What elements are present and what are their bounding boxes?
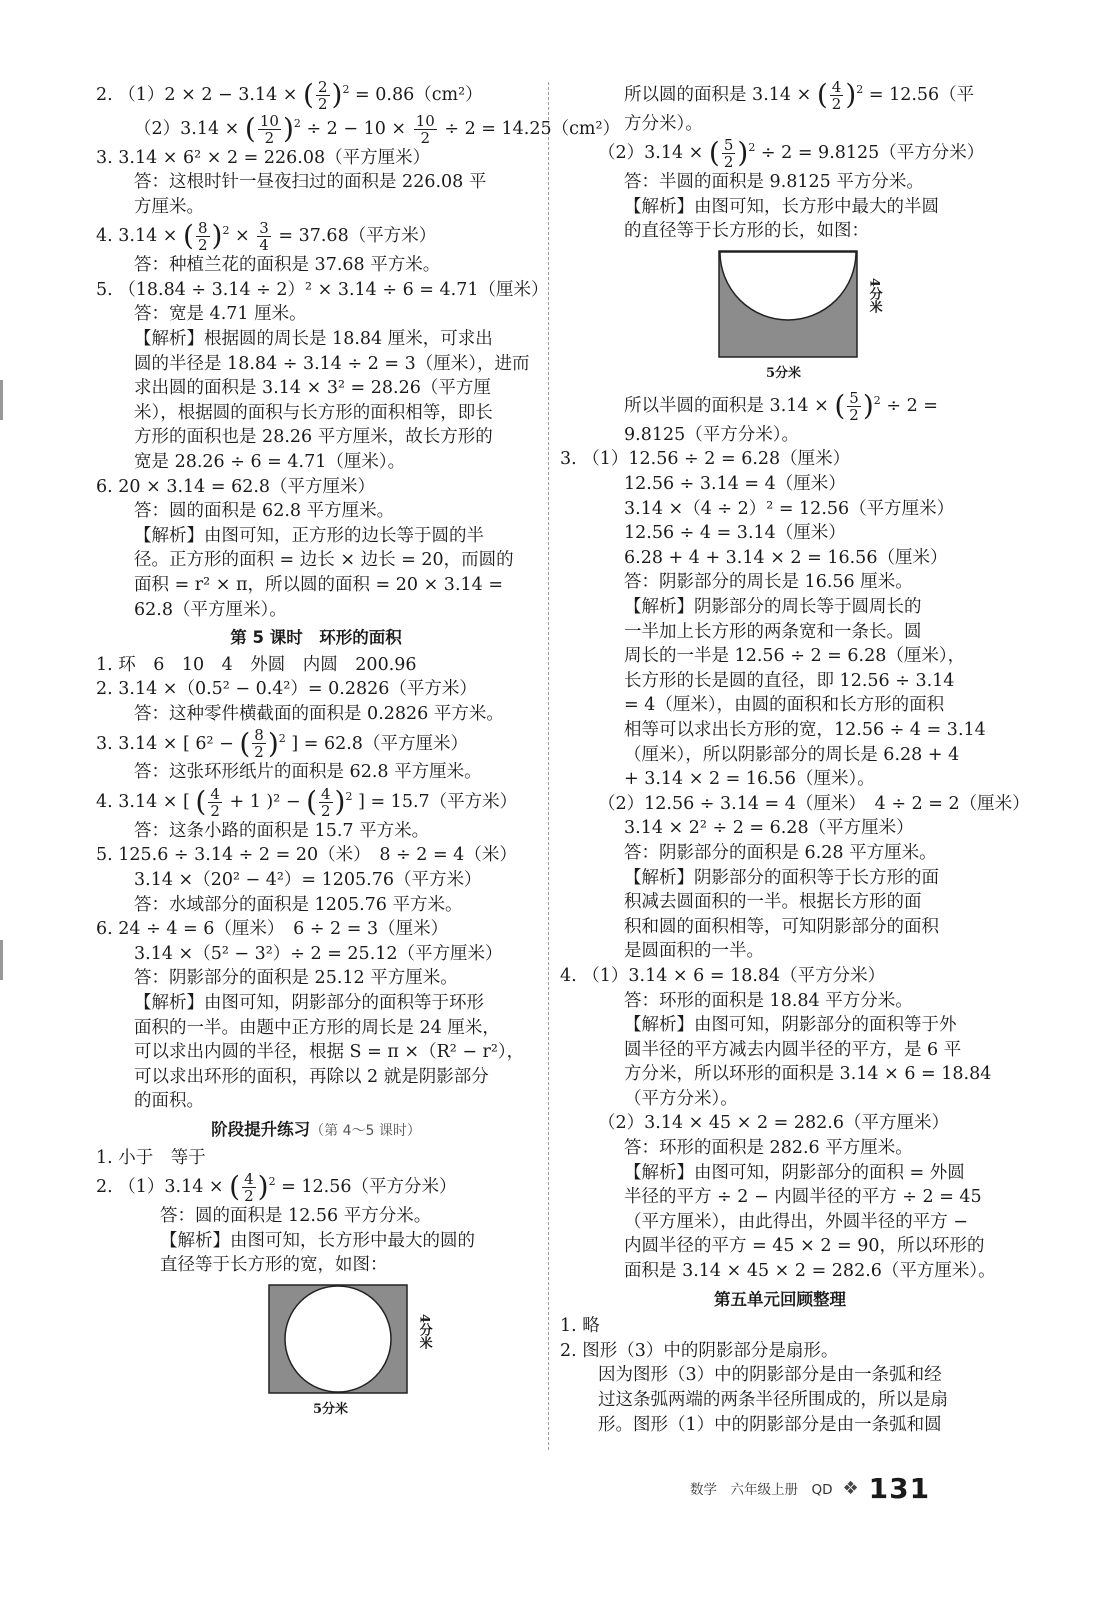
right-answer-line: 所以半圆的面积是 3.14 × ( $\frac{5}{2}$ )$^2$ ÷ 2 = <box>624 388 938 424</box>
review-answer-2-line: 因为图形（3）中的阴影部分是由一条弧和经 <box>598 1365 942 1386</box>
lesson5-answer-6: 6. 24 ÷ 4 = 6（厘米） 6 ÷ 2 = 3（厘米） <box>96 919 449 940</box>
explanation-line: 相等可以求出长方形的宽，12.56 ÷ 4 = 3.14 <box>624 719 986 740</box>
explanation-line: 【解析】由图可知，长方形中最大的半圆 <box>624 196 939 217</box>
page-footer <box>690 1468 990 1508</box>
diamond-icon: ❖ <box>842 1477 859 1499</box>
explanation-line: 可以求出内圆的半径，根据 S = π ×（R² − r²）， <box>134 1042 525 1063</box>
lesson5-answer-6-reply: 答：阴影部分的面积是 25.12 平方厘米。 <box>134 968 458 989</box>
figure-length-label: 5分米 <box>766 366 802 382</box>
explanation-line: + 3.14 × 2 = 16.56（厘米）。 <box>624 769 875 790</box>
answer-3-2-line: 3.14 × 2² ÷ 2 = 6.28（平方厘米） <box>624 818 914 839</box>
explanation-line: 米），根据圆的面积与长方形的面积相等，即长 <box>134 402 493 423</box>
figure-semicircle-in-rectangle <box>718 250 898 385</box>
explanation-line: 半径的平方 ÷ 2 − 内圆半径的平方 ÷ 2 = 45 <box>624 1187 982 1208</box>
answer-5: 5. （18.84 ÷ 3.14 ÷ 2）² × 3.14 ÷ 6 = 4.71（厘米） <box>96 279 549 300</box>
explanation-line: 径。正方形的面积 = 边长 × 边长 = 20，而圆的 <box>134 550 514 571</box>
lesson5-answer-4-reply: 答：这条小路的面积是 15.7 平方米。 <box>134 820 430 841</box>
answer-2-2-right: （2）3.14 × ( $\frac{5}{2}$ )$^2$ ÷ 2 = 9.8125（平方分米） <box>598 136 985 172</box>
explanation-line: （厘米），所以阴影部分的周长是 6.28 + 4 <box>624 744 960 765</box>
right-answer-line-cont: 9.8125（平方分米）。 <box>624 424 799 445</box>
answer-3-2-reply: 答：阴影部分的面积是 6.28 平方厘米。 <box>624 842 937 863</box>
right-answer-line: 所以圆的面积是 3.14 × ( $\frac{4}{2}$ )$^2$ = 12.56（平 <box>624 77 975 113</box>
footer-subject: 数学 六年级上册 QD <box>690 1482 833 1498</box>
explanation-line: （平方厘米），由此得出，外圆半径的平方 − <box>624 1211 968 1232</box>
explanation-line: 求出圆的面积是 3.14 × 3² = 28.26（平方厘 <box>134 378 491 399</box>
answer-4: 4. 3.14 × ( $\frac{8}{2}$ )$^2$ × $\frac{3}{4}$ = 37.68（平方米） <box>96 219 437 255</box>
figure-circle-in-rectangle <box>268 1284 448 1419</box>
answer-3-1-reply: 答：阴影部分的周长是 16.56 厘米。 <box>624 572 913 593</box>
figure-width-label: 4分米 <box>866 278 882 314</box>
answer-3-1-line: 3.14 ×（4 ÷ 2）² = 12.56（平方厘米） <box>624 498 955 519</box>
explanation-line: 面积的一半。由题中正方形的周长是 24 厘米， <box>134 1017 500 1038</box>
answer-3-1-line: 12.56 ÷ 3.14 = 4（厘米） <box>624 474 846 495</box>
answer-3-reply-cont: 方厘米。 <box>134 196 204 217</box>
section-heading-lesson5: 第 5 课时 环形的面积 <box>230 628 402 648</box>
explanation-line: 【解析】由图可知，阴影部分的面积等于环形 <box>134 992 484 1013</box>
answer-2-1: 2. （1）2 × 2 − 3.14 × ( $\frac{2}{2}$ )$^2$ = 0.86（cm²） <box>96 77 483 113</box>
figure-width-label: 4分米 <box>416 1313 432 1349</box>
explanation-line: 面积是 3.14 × 45 × 2 = 282.6（平方厘米）。 <box>624 1261 996 1282</box>
page-number: 131 <box>868 1471 931 1505</box>
lesson5-answer-1: 1. 环 6 10 4 外圆 内圆 200.96 <box>96 654 417 675</box>
review-answer-1: 1. 略 <box>560 1316 600 1337</box>
answer-2-2: （2）3.14 × ( $\frac{10}{2}$ )$^2$ ÷ 2 − 10 × $\frac{10}{2}$ ÷ 2 = 14.25（cm²） <box>134 111 621 147</box>
review-answer-2: 2. 图形（3）中的阴影部分是扇形。 <box>560 1340 839 1361</box>
explanation-line: 的面积。 <box>134 1091 204 1112</box>
explanation-line: （平方分米）。 <box>624 1088 738 1109</box>
explanation-line: 一半加上长方形的两条宽和一条长。圆 <box>624 621 922 642</box>
explanation-line: 圆半径的平方减去内圆半径的平方，是 6 平 <box>624 1039 962 1060</box>
lesson5-answer-3-reply: 答：这张环形纸片的面积是 62.8 平方厘米。 <box>134 762 482 783</box>
answer-4-reply: 答：种植兰花的面积是 37.68 平方米。 <box>134 255 441 276</box>
explanation-line: 周长的一半是 12.56 ÷ 2 = 6.28（厘米）， <box>624 646 966 667</box>
lesson5-answer-2: 2. 3.14 ×（0.5² − 0.4²）= 0.2826（平方米） <box>96 679 477 700</box>
page-edge-mark <box>0 940 3 980</box>
explanation-line: 方形的面积也是 28.26 平方厘米，故长方形的 <box>134 427 493 448</box>
explanation-line: 宽是 28.26 ÷ 6 = 4.71（厘米）。 <box>134 452 406 473</box>
right-answer-line-cont: 方分米）。 <box>624 113 703 134</box>
section-heading-stage: 阶段提升练习（第 4～5 课时） <box>211 1119 421 1139</box>
explanation-line: 内圆半径的平方 = 45 × 2 = 90，所以环形的 <box>624 1236 985 1257</box>
explanation-line: 方分米，所以环形的面积是 3.14 × 6 = 18.84 <box>624 1064 992 1085</box>
lesson5-answer-2-reply: 答：这种零件横截面的面积是 0.2826 平方米。 <box>134 703 504 724</box>
answer-5-reply: 答：宽是 4.71 厘米。 <box>134 304 307 325</box>
explanation-line: 直径等于长方形的宽，如图： <box>160 1255 388 1276</box>
answer-3: 3. 3.14 × 6² × 2 = 226.08（平方厘米） <box>96 147 431 168</box>
explanation-line: 62.8（平方厘米）。 <box>134 599 287 620</box>
explanation-line: = 4（厘米），由圆的面积和长方形的面积 <box>624 695 945 716</box>
explanation-line: 【解析】阴影部分的面积等于长方形的面 <box>624 867 939 888</box>
lesson5-answer-6-line: 3.14 ×（5² − 3²）÷ 2 = 25.12（平方厘米） <box>134 943 503 964</box>
lesson5-answer-5-reply: 答：水域部分的面积是 1205.76 平方米。 <box>134 894 463 915</box>
circle-rectangle-diagram <box>268 1284 408 1394</box>
answer-3-2-right: （2）12.56 ÷ 3.14 = 4（厘米） 4 ÷ 2 = 2（厘米） <box>598 793 1030 814</box>
explanation-line: 面积 = r² × π，所以圆的面积 = 20 × 3.14 = <box>134 574 503 595</box>
explanation-line: 【解析】由图可知，阴影部分的面积等于外 <box>624 1015 957 1036</box>
answer-4-1-reply: 答：环形的面积是 18.84 平方分米。 <box>624 990 913 1011</box>
explanation-line: 【解析】由图可知，正方形的边长等于圆的半 <box>134 525 484 546</box>
page-edge-mark <box>0 380 3 420</box>
stage-answer-2-reply: 答：圆的面积是 12.56 平方分米。 <box>160 1205 432 1226</box>
answer-6-reply: 答：圆的面积是 62.8 平方厘米。 <box>134 501 395 522</box>
review-answer-2-line: 形。图形（1）中的阴影部分是由一条弧和圆 <box>598 1414 942 1435</box>
explanation-line: 积减去圆面积的一半。根据长方形的面 <box>624 892 922 913</box>
stage-answer-1: 1. 小于 等于 <box>96 1147 206 1168</box>
explanation-line: 圆的半径是 18.84 ÷ 3.14 ÷ 2 = 3（厘米），进而 <box>134 353 530 374</box>
answer-4-2-reply: 答：环形的面积是 282.6 平方厘米。 <box>624 1138 913 1159</box>
answer-4-1-right: 4. （1）3.14 × 6 = 18.84（平方分米） <box>560 965 886 986</box>
lesson5-answer-5: 5. 125.6 ÷ 3.14 ÷ 2 = 20（米） 8 ÷ 2 = 4（米） <box>96 845 517 866</box>
explanation-line: 【解析】由图可知，长方形中最大的圆的 <box>160 1230 475 1251</box>
answer-3-1-line: 12.56 ÷ 4 = 3.14（厘米） <box>624 523 846 544</box>
explanation-line: 的直径等于长方形的长，如图： <box>624 221 869 242</box>
explanation-line: 是圆面积的一半。 <box>624 941 764 962</box>
explanation-line: 积和圆的面积相等，可知阴影部分的面积 <box>624 916 939 937</box>
semicircle-rectangle-diagram <box>718 250 858 358</box>
explanation-line: 【解析】根据圆的周长是 18.84 厘米，可求出 <box>134 329 493 350</box>
answer-4-2-right: （2）3.14 × 45 × 2 = 282.6（平方厘米） <box>598 1113 949 1134</box>
explanation-line: 长方形的长是圆的直径，即 12.56 ÷ 3.14 <box>624 670 955 691</box>
review-answer-2-line: 过这条弧两端的两条半径所围成的，所以是扇 <box>598 1390 948 1411</box>
stage-answer-2: 2. （1）3.14 × ( $\frac{4}{2}$ )$^2$ = 12.56（平方分米） <box>96 1169 457 1205</box>
explanation-line: 可以求出环形的面积，再除以 2 就是阴影部分 <box>134 1066 489 1087</box>
column-divider <box>548 82 549 1450</box>
lesson5-answer-4: 4. 3.14 × [ ( $\frac{4}{2}$ + 1 )² − ( $\frac{4}{2}$ )$^2$ ] = 15.7（平方米） <box>96 784 518 820</box>
explanation-line: 【解析】阴影部分的周长等于圆周长的 <box>624 597 922 618</box>
answer-2-2-reply: 答：半圆的面积是 9.8125 平方分米。 <box>624 172 924 193</box>
answer-6: 6. 20 × 3.14 = 62.8（平方厘米） <box>96 476 376 497</box>
answer-3-reply: 答：这根时针一昼夜扫过的面积是 226.08 平 <box>134 172 487 193</box>
right-column <box>560 77 1030 1437</box>
explanation-line: 【解析】由图可知，阴影部分的面积 = 外圆 <box>624 1162 965 1183</box>
lesson5-answer-5-line: 3.14 ×（20² − 4²）= 1205.76（平方米） <box>134 869 482 890</box>
section-heading-review: 第五单元回顾整理 <box>714 1289 846 1309</box>
answer-3-1-line: 6.28 + 4 + 3.14 × 2 = 16.56（厘米） <box>624 547 948 568</box>
lesson5-answer-3: 3. 3.14 × [ 6² − ( $\frac{8}{2}$ )$^2$ ] = 62.8（平方厘米） <box>96 726 468 762</box>
answer-3-1-right: 3. （1）12.56 ÷ 2 = 6.28（厘米） <box>560 449 851 470</box>
figure-length-label: 5分米 <box>313 1401 349 1417</box>
